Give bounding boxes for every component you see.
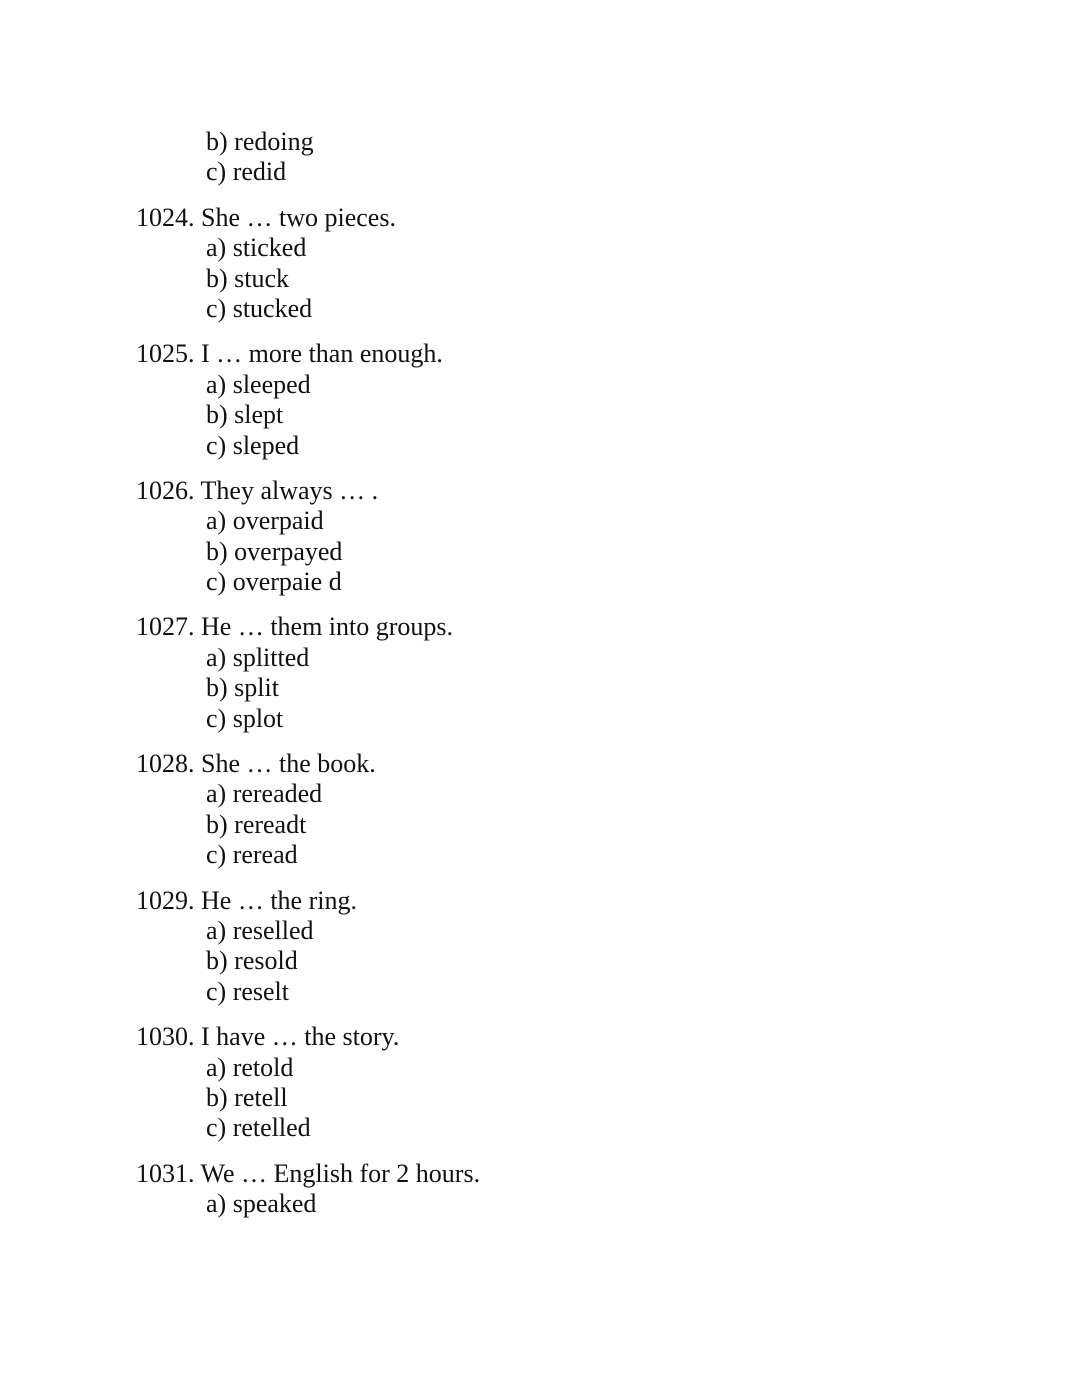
answer-option: b) rereadt [206, 809, 307, 839]
question-stem: 1026. They always … . [136, 475, 379, 505]
question-stem: 1024. She … two pieces. [136, 202, 396, 232]
question-list [136, 127, 936, 1220]
answer-option: b) redoing [206, 127, 314, 156]
question-1027 [136, 612, 936, 734]
answer-option: b) slept [206, 400, 284, 430]
question-1031 [136, 1159, 936, 1220]
answer-option: b) resold [206, 946, 298, 976]
answer-option: c) reread [206, 840, 298, 870]
question-1026 [136, 476, 936, 598]
answer-option: a) sticked [206, 233, 307, 263]
answer-option: b) split [206, 673, 279, 703]
answer-option: c) sleped [206, 430, 300, 460]
question-stem: 1031. We … English for 2 hours. [136, 1158, 481, 1188]
answer-option: c) stucked [206, 293, 313, 323]
question-stem: 1029. He … the ring. [136, 885, 357, 915]
question-1030 [136, 1022, 936, 1144]
answer-option: a) overpaid [206, 506, 324, 536]
answer-option: c) retelled [206, 1113, 311, 1143]
answer-option: a) speaked [206, 1189, 317, 1219]
answer-option: a) rereaded [206, 779, 323, 809]
answer-option: a) retold [206, 1052, 294, 1082]
answer-option: c) redid [206, 157, 287, 187]
answer-option: c) splot [206, 703, 284, 733]
continued-question [136, 127, 936, 188]
question-stem: 1028. She … the book. [136, 749, 376, 779]
question-stem: 1027. He … them into groups. [136, 612, 454, 642]
answer-option: a) sleeped [206, 369, 311, 399]
question-1024 [136, 203, 936, 325]
question-1029 [136, 886, 936, 1008]
answer-option: b) overpayed [206, 536, 343, 566]
answer-option: a) splitted [206, 642, 310, 672]
answer-option: a) reselled [206, 915, 314, 945]
question-stem: 1025. I … more than enough. [136, 339, 443, 369]
answer-option: b) stuck [206, 263, 290, 293]
question-stem: 1030. I have … the story. [136, 1022, 400, 1052]
answer-option: c) reselt [206, 976, 290, 1006]
question-1025 [136, 339, 936, 461]
answer-option: b) retell [206, 1082, 288, 1112]
answer-option: c) overpaie d [206, 567, 342, 597]
question-1028 [136, 749, 936, 871]
